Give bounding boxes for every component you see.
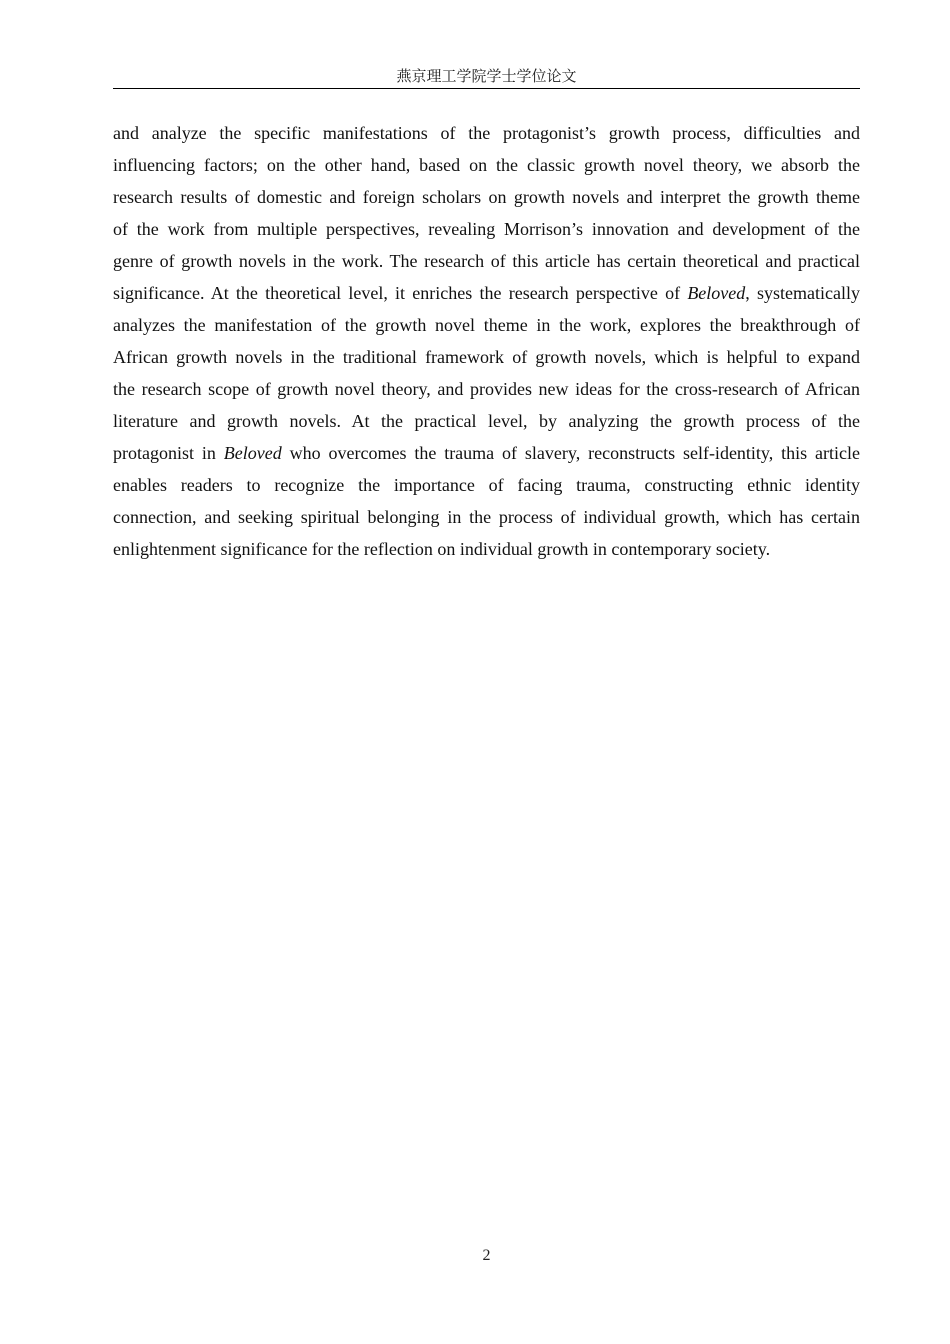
text-run: and analyze the specific manifestations of the protagonist’s growth process, difficulties and — [113, 123, 860, 143]
text-run: analyzes the manifestation of the growth novel theme in the work, explores the breakthrough of — [113, 315, 860, 335]
text-run: significance. At the theoretical level, it enriches the research perspective of — [113, 283, 688, 303]
text-run: protagonist in — [113, 443, 224, 463]
text-run: , systematically — [745, 283, 860, 303]
book-title-italic: Beloved — [223, 443, 282, 463]
text-line — [113, 149, 860, 181]
text-run: enables readers to recognize the importance of facing trauma, constructing ethnic identity — [113, 475, 860, 495]
text-line — [113, 373, 860, 405]
text-line — [113, 181, 860, 213]
text-line — [113, 469, 860, 501]
text-line — [113, 245, 860, 277]
text-run: African growth novels in the traditional framework of growth novels, which is helpful to expand — [113, 347, 860, 367]
text-run: literature and growth novels. At the practical level, by analyzing the growth process of the — [113, 411, 860, 431]
text-line — [113, 117, 860, 149]
header-rule — [113, 88, 860, 89]
book-title-italic: Beloved — [687, 283, 746, 303]
body-paragraph — [113, 117, 860, 565]
text-run: research results of domestic and foreign scholars on growth novels and interpret the growth theme — [113, 187, 860, 207]
running-header: 燕京理工学院学士学位论文 — [396, 67, 577, 85]
page-number: 2 — [482, 1247, 491, 1264]
text-run: who overcomes the trauma of slavery, reconstructs self-identity, this article — [281, 443, 860, 463]
text-line — [113, 405, 860, 437]
text-line — [113, 213, 860, 245]
text-line — [113, 437, 860, 469]
text-run: enlightenment significance for the reflection on individual growth in contemporary society. — [113, 539, 771, 559]
text-run: influencing factors; on the other hand, based on the classic growth novel theory, we absorb the — [113, 155, 860, 175]
text-line — [113, 277, 860, 309]
text-run: of the work from multiple perspectives, revealing Morrison’s innovation and development of the — [113, 219, 860, 239]
text-line — [113, 533, 860, 565]
text-run: the research scope of growth novel theory, and provides new ideas for the cross-research of African — [113, 379, 860, 399]
text-line — [113, 341, 860, 373]
text-run: genre of growth novels in the work. The research of this article has certain theoretical and practical — [113, 251, 860, 271]
text-line — [113, 501, 860, 533]
text-line — [113, 309, 860, 341]
text-run: connection, and seeking spiritual belonging in the process of individual growth, which has certain — [113, 507, 860, 527]
